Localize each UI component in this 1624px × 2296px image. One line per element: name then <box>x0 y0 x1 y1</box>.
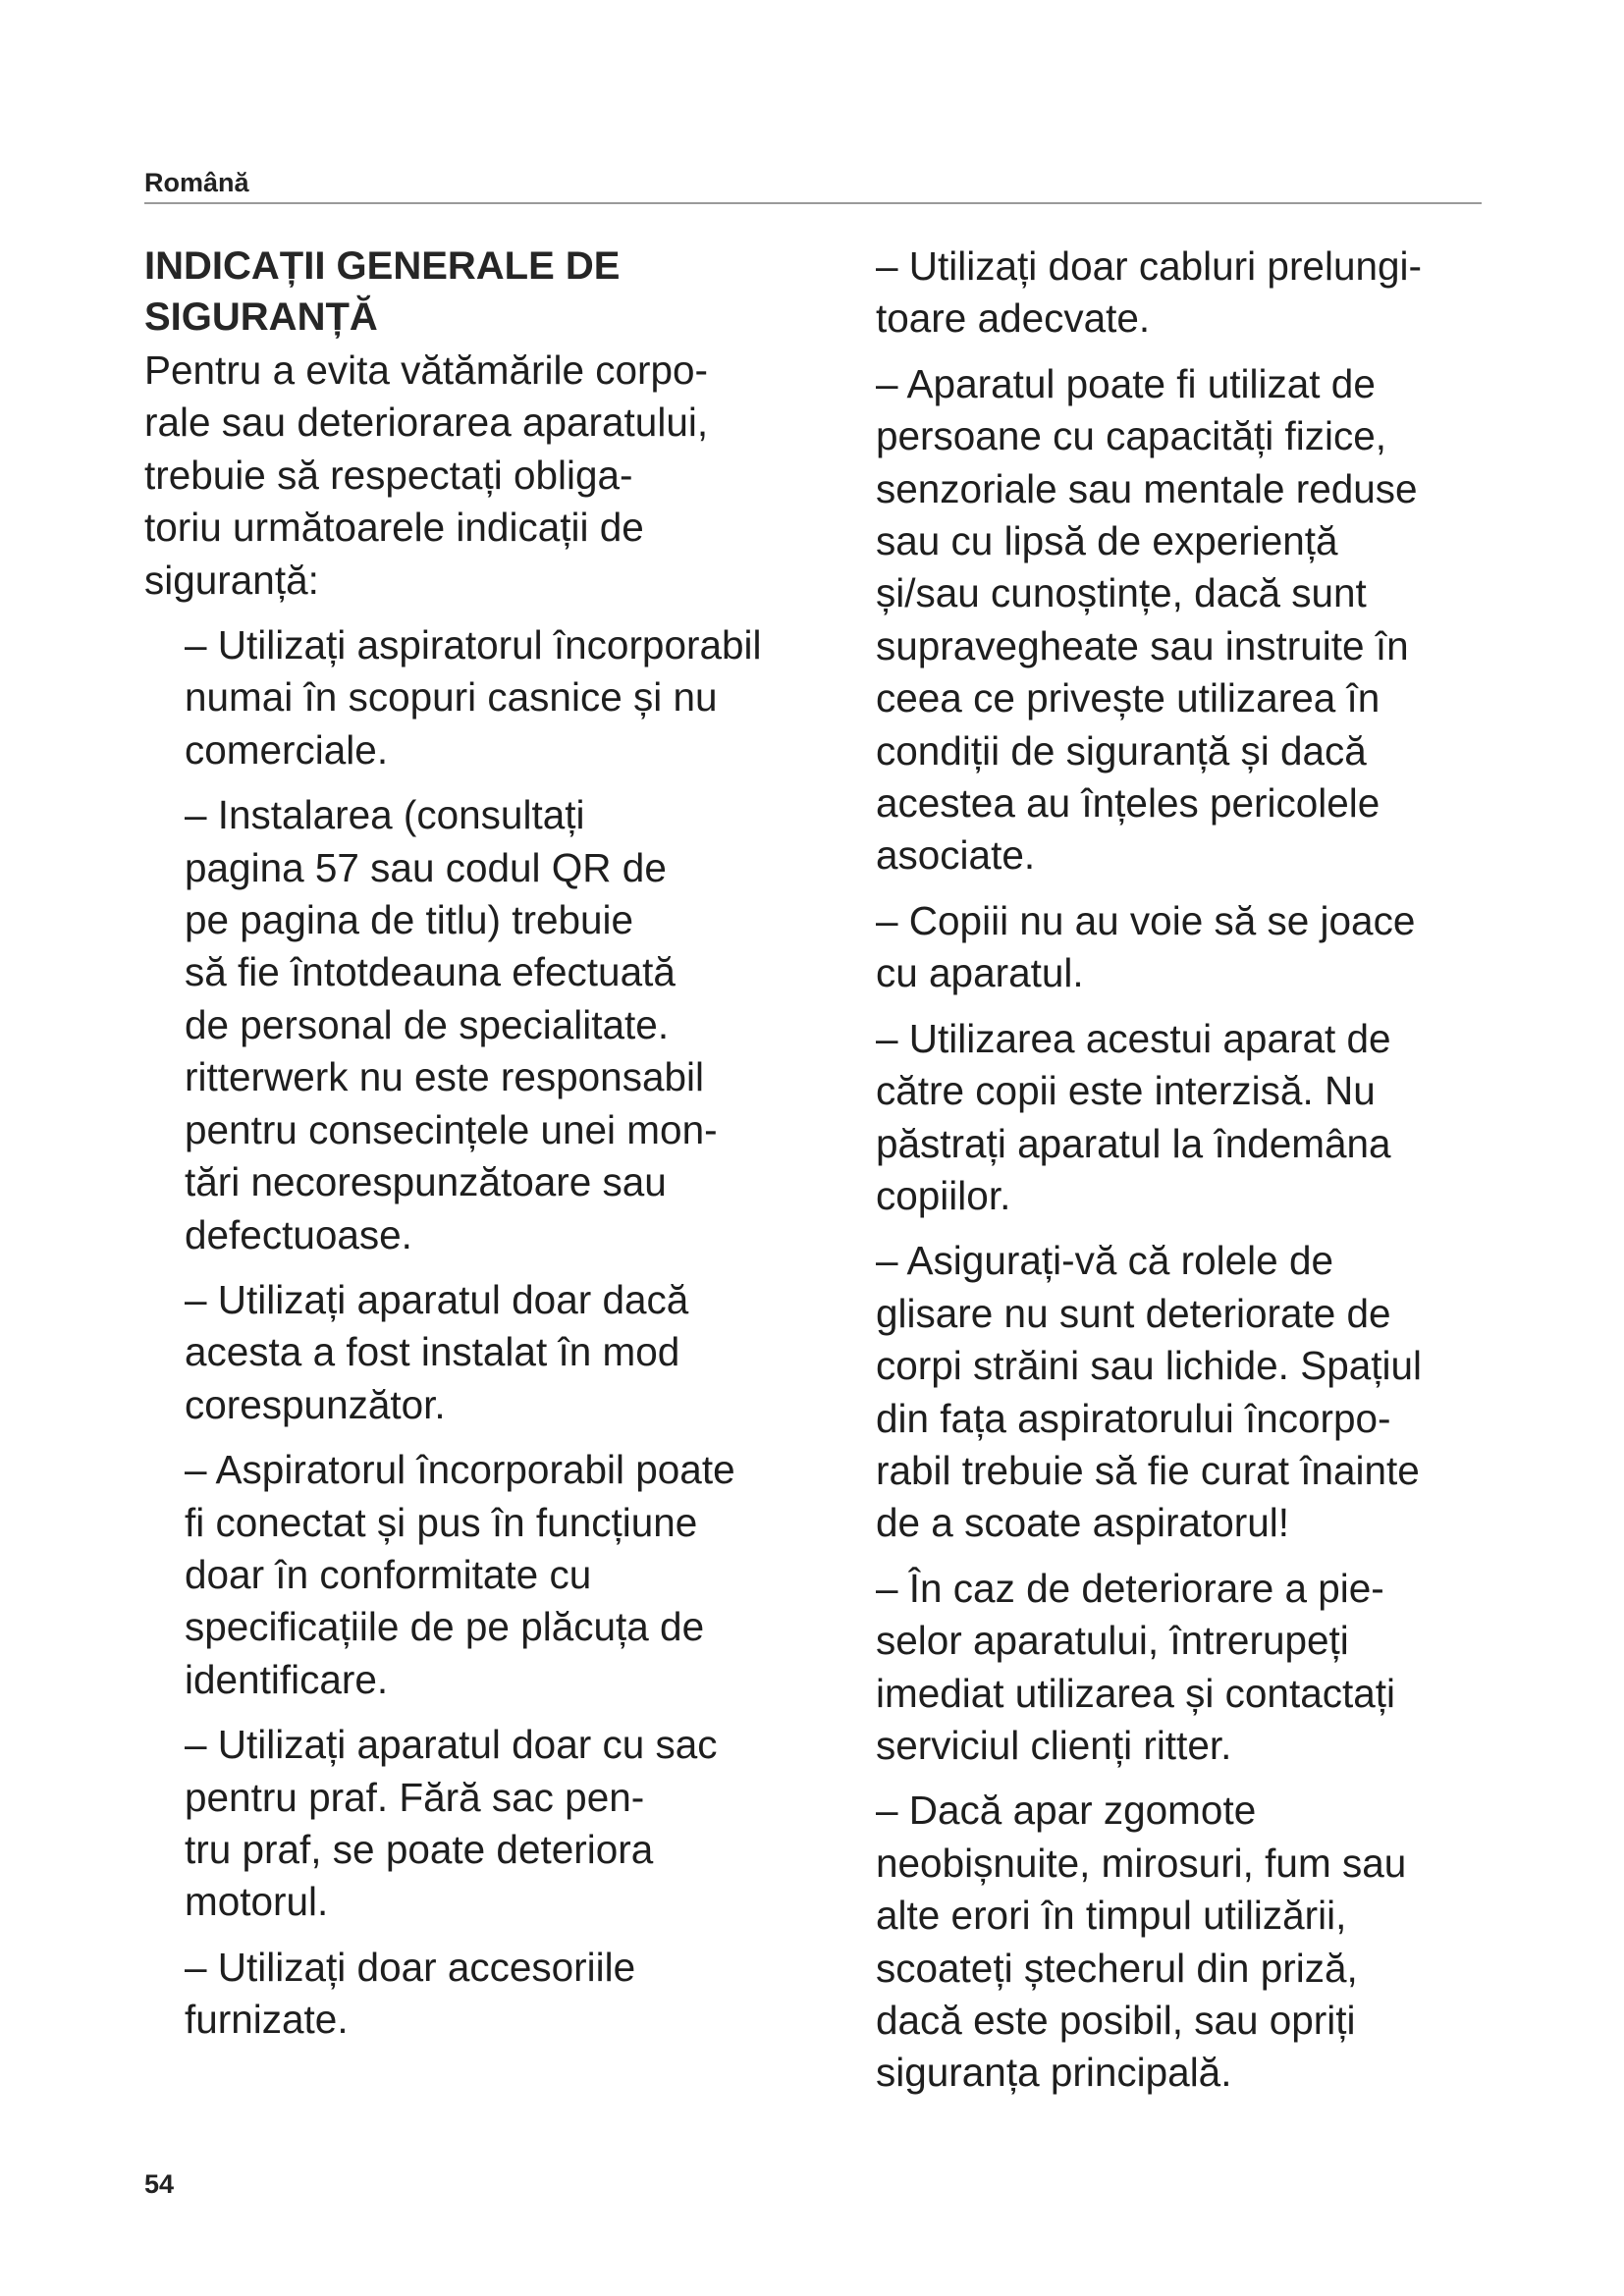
text-line: și/sau cunoștințe, dacă sunt <box>876 570 1367 616</box>
text-line: scoateți ștecherul din priză, <box>876 1945 1358 1991</box>
text-line: imediat utilizarea și contactați <box>876 1670 1395 1716</box>
text-line: numai în scopuri casnice și nu <box>185 674 718 721</box>
text-line: tări necorespunzătoare sau <box>185 1159 667 1205</box>
text-line: toriu următoarele indicații de <box>144 505 644 551</box>
text-line: toare adecvate. <box>876 295 1151 342</box>
section-title <box>144 240 832 343</box>
safety-item <box>876 1013 1494 1223</box>
text-line: selor aparatului, întrerupeți <box>876 1618 1349 1664</box>
text-line: pe pagina de titlu) trebuie <box>185 897 634 943</box>
safety-item <box>876 895 1494 1000</box>
text-line: – Copiii nu au voie să se joace <box>876 897 1416 943</box>
header-divider <box>144 202 1482 204</box>
text-line: specificațiile de pe plăcuța de <box>185 1604 705 1650</box>
text-line: din fața aspiratorului încorpo- <box>876 1395 1391 1441</box>
text-line: Pentru a evita vătămările corpo- <box>144 347 709 393</box>
safety-item <box>185 1719 832 1929</box>
text-line: – Aparatul poate fi utilizat de <box>876 360 1376 406</box>
text-line: asociate. <box>876 832 1036 879</box>
safety-item <box>876 240 1494 346</box>
text-line: către copii este interzisă. Nu <box>876 1068 1376 1114</box>
safety-item <box>876 1785 1494 2099</box>
text-line: păstrați aparatul la îndemâna <box>876 1120 1391 1166</box>
text-line: supravegheate sau instruite în <box>876 622 1409 668</box>
text-line: siguranță: <box>144 557 319 603</box>
text-line: acestea au înțeles pericolele <box>876 780 1380 827</box>
text-line: – În caz de deteriorare a pie- <box>876 1565 1384 1611</box>
text-line: – Dacă apar zgomote <box>876 1788 1257 1834</box>
text-line: trebuie să respectați obliga- <box>144 452 633 498</box>
title-line: SIGURANȚĂ <box>144 295 378 339</box>
text-line: motorul. <box>185 1879 329 1925</box>
text-line: – Utilizați aparatul doar dacă <box>185 1276 689 1322</box>
text-line: ritterwerk nu este responsabil <box>185 1054 704 1100</box>
text-line: – Utilizați aspiratorul încorporabil <box>185 622 762 668</box>
text-line: de a scoate aspiratorul! <box>876 1500 1289 1546</box>
text-line: doar în conformitate cu <box>185 1551 592 1597</box>
text-line: tru praf, se poate deteriora <box>185 1826 654 1872</box>
text-line: rabil trebuie să fie curat înainte <box>876 1447 1420 1493</box>
safety-item <box>876 1235 1494 1549</box>
text-line: condiții de siguranță și dacă <box>876 727 1367 774</box>
text-line: – Aspiratorul încorporabil poate <box>185 1447 735 1493</box>
text-line: – Utilizarea acestui aparat de <box>876 1015 1391 1061</box>
text-line: serviciul clienți ritter. <box>876 1722 1232 1768</box>
text-line: comerciale. <box>185 726 389 773</box>
text-line: siguranța principală. <box>876 2050 1232 2096</box>
text-line: identificare. <box>185 1656 389 1702</box>
text-line: defectuoase. <box>185 1211 412 1257</box>
text-line: – Utilizați doar accesoriile <box>185 1944 636 1990</box>
text-line: acesta a fost instalat în mod <box>185 1329 680 1375</box>
text-line: dacă este posibil, sau opriți <box>876 1998 1356 2043</box>
text-line: glisare nu sunt deteriorate de <box>876 1290 1391 1336</box>
text-line: cu aparatul. <box>876 950 1084 996</box>
text-line: să fie întotdeauna efectuată <box>185 949 676 995</box>
page-number: 54 <box>144 2169 175 2199</box>
text-line: corpi străini sau lichide. Spațiul <box>876 1343 1423 1389</box>
text-line: – Utilizați doar cabluri prelungi- <box>876 243 1423 289</box>
text-line: sau cu lipsă de experiență <box>876 518 1338 564</box>
language-label: Română <box>144 168 249 197</box>
text-line: persoane cu capacități fizice, <box>876 413 1387 459</box>
safety-item <box>876 358 1494 882</box>
title-line: INDICAȚII GENERALE DE <box>144 244 621 288</box>
text-line: – Utilizați aparatul doar cu sac <box>185 1722 718 1768</box>
safety-item <box>876 1563 1494 1773</box>
safety-item <box>185 1444 832 1706</box>
left-column <box>144 240 832 2059</box>
safety-list-left <box>185 619 832 2047</box>
intro-paragraph <box>144 345 832 607</box>
text-line: neobișnuite, mirosuri, fum sau <box>876 1840 1407 1886</box>
text-line: senzoriale sau mentale reduse <box>876 465 1418 511</box>
text-line: – Asigurați-vă că rolele de <box>876 1238 1334 1284</box>
text-line: alte erori în timpul utilizării, <box>876 1893 1347 1939</box>
text-line: rale sau deteriorarea aparatului, <box>144 400 709 446</box>
safety-item <box>185 619 832 776</box>
text-line: de personal de specialitate. <box>185 1001 670 1047</box>
safety-item <box>185 789 832 1261</box>
text-line: ceea ce privește utilizarea în <box>876 675 1380 721</box>
text-line: pentru consecințele unei mon- <box>185 1106 718 1152</box>
text-line: corespunzător. <box>185 1381 446 1427</box>
text-line: furnizate. <box>185 1997 349 2043</box>
safety-item <box>185 1274 832 1431</box>
text-line: copiilor. <box>876 1172 1011 1218</box>
safety-item <box>185 1942 832 2047</box>
text-line: – Instalarea (consultați <box>185 792 585 838</box>
text-line: pentru praf. Fără sac pen- <box>185 1774 645 1820</box>
text-line: fi conectat și pus în funcțiune <box>185 1499 698 1545</box>
text-line: pagina 57 sau codul QR de <box>185 844 667 890</box>
right-column <box>876 240 1494 2112</box>
